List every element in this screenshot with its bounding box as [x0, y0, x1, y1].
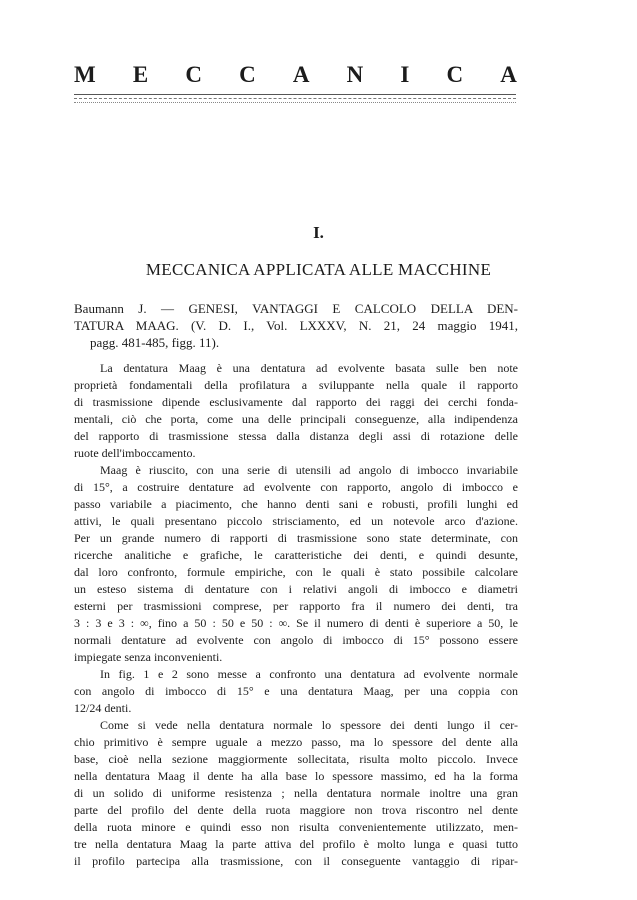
reference-source: TATURA MAAG. (V. D. I., Vol. LXXXV, N. 21, 24 maggio 1941,	[74, 318, 518, 333]
text-line: passo variabile a piacimento, che hanno denti sani e robusti, profili lunghi ed	[74, 497, 518, 511]
text-line: tre nella dentatura Maag la parte attiva del profilo è molto lunga e quasi tutto	[74, 837, 518, 851]
paragraph	[74, 360, 518, 462]
reference-line	[74, 334, 518, 351]
header-rule	[74, 98, 516, 99]
header-letter: N	[346, 62, 365, 87]
text-line: 12/24 denti.	[74, 701, 132, 715]
text-line: In fig. 1 e 2 sono messe a confronto una dentatura ad evolvente normale	[100, 667, 518, 681]
text-line: dal loro confronto, formule empiriche, con le quali è stato possibile calcolare	[74, 565, 518, 579]
section-title: MECCANICA APPLICATA ALLE MACCHINE	[145, 260, 492, 279]
paragraph	[74, 462, 518, 666]
article-body	[74, 360, 518, 870]
header-letter: C	[185, 62, 203, 87]
paragraph	[74, 666, 518, 717]
header-letter: M	[74, 62, 97, 87]
text-line: base, cioè nella sezione maggiormente sollecitata, risulta molto piccolo. Invece	[74, 752, 518, 766]
running-header	[74, 62, 518, 88]
bibliographic-reference	[74, 300, 518, 351]
text-line: di 15°, a costruire dentature ad evolvente con rapporto, angolo di imbocco e	[74, 480, 518, 494]
text-line: Maag è riuscito, con una serie di utensili ad angolo di imbocco invariabile	[100, 463, 518, 477]
text-line: del rapporto di trasmissione stessa dalla distanza degli assi di rotazione delle	[74, 429, 518, 443]
section-number: I.	[313, 223, 324, 242]
text-line: ruote dell'imboccamento.	[74, 446, 196, 460]
text-line: parte del profilo del dente della ruota maggiore non trova riscontro nel dente	[74, 803, 518, 817]
reference-line	[74, 300, 518, 317]
header-letter: A	[292, 62, 311, 87]
header-letter: E	[132, 62, 150, 87]
text-line: un esteso sistema di dentature con i relativi angoli di imbocco e diametri	[74, 582, 518, 596]
header-letter: I	[400, 62, 411, 87]
reference-author-title: Baumann J. — GENESI, VANTAGGI E CALCOLO DELLA DEN-	[74, 301, 518, 316]
header-rule	[74, 102, 516, 103]
text-line: con angolo di imbocco di 15° e una dentatura Maag, per una coppia con	[74, 684, 518, 698]
header-rule	[74, 94, 516, 95]
text-line: Come si vede nella dentatura normale lo spessore dei denti lungo il cer-	[100, 718, 518, 732]
text-line: impiegate senza inconvenienti.	[74, 650, 223, 664]
text-line: Per un grande numero di rapporti di trasmissione sono state determinate, con	[74, 531, 518, 545]
header-letter: C	[446, 62, 465, 87]
text-line: di trasmissione dipende esclusivamente dal rapporto dei raggi dei cerchi fonda-	[74, 395, 518, 409]
header-letter: C	[239, 62, 257, 87]
paragraph	[74, 717, 518, 870]
text-line: mentali, ciò che porta, come una delle principali conseguenze, alla indipendenza	[74, 412, 518, 426]
text-line: nella dentatura Maag il dente ha alla base lo spessore massimo, ed ha la forma	[74, 769, 518, 783]
text-line: esterni per trasmissioni comprese, per rapporto fra il numero dei denti, tra	[74, 599, 518, 613]
reference-line	[74, 317, 518, 334]
text-line: chio primitivo è sempre uguale a mezzo passo, ma lo spessore del dente alla	[74, 735, 518, 749]
text-line: il profilo partecipa alla trasmissione, con il conseguente vantaggio di ripar-	[74, 854, 518, 868]
header-letter: A	[500, 62, 518, 87]
text-line: proprietà fondamentali della profilatura a sviluppante nella quale il rapporto	[74, 378, 518, 392]
text-line: attivi, le quali presentano piccolo strisciamento, ed un notevole arco d'azione.	[74, 514, 518, 528]
text-line: La dentatura Maag è una dentatura ad evolvente basata sulle ben note	[100, 361, 518, 375]
text-line: della ruota minore e quindi esso non risulta convenientemente utilizzato, men-	[74, 820, 518, 834]
text-line: ricerche analitiche e grafiche, le caratteristiche dei denti, e quindi desunte,	[74, 548, 518, 562]
reference-pages: pagg. 481-485, figg. 11).	[90, 335, 220, 350]
text-line: di un solido di uniforme resistenza ; nella dentatura normale inoltre una gran	[74, 786, 518, 800]
text-line: normali dentature ad evolvente con angolo di imbocco di 15° possono essere	[74, 633, 518, 647]
text-line: 3 : 3 e 3 : ∞, fino a 50 : 50 e 50 : ∞. Se il numero di denti è superiore a 50, le	[74, 616, 518, 630]
